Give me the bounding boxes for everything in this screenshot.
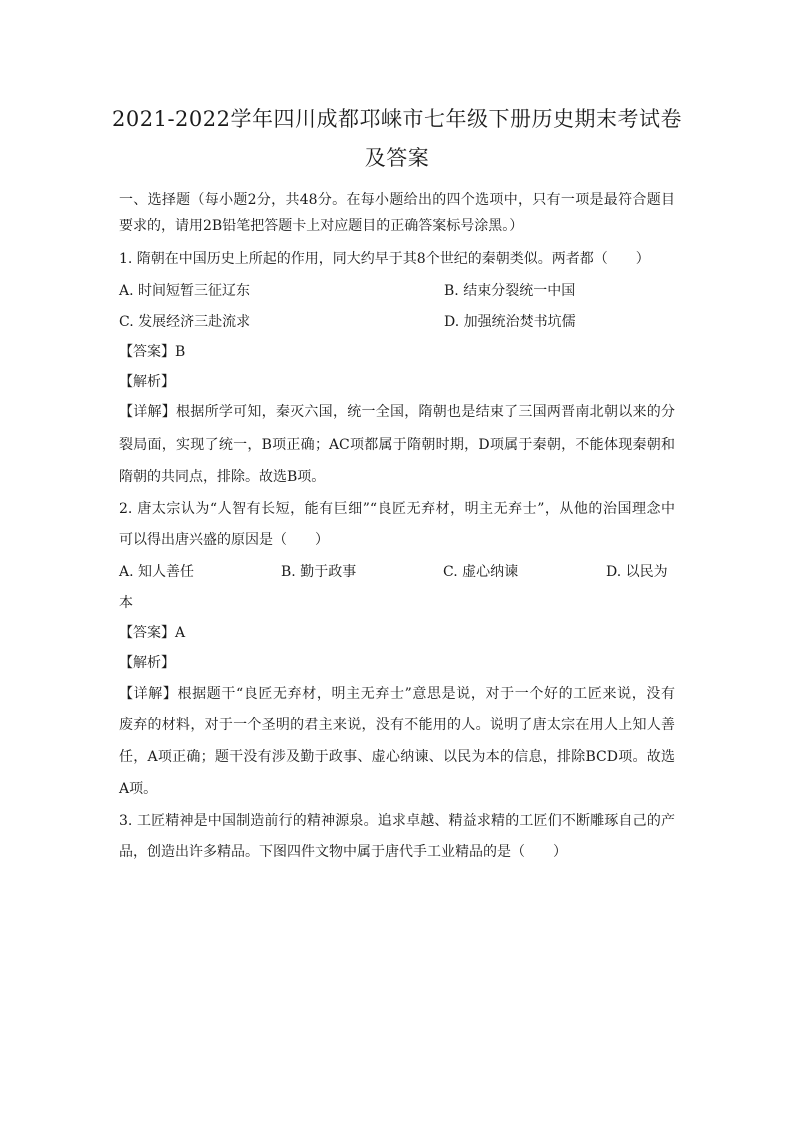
section-instructions-line1: 一、选择题（每小题2分，共48分。在每小题给出的四个选项中，只有一项是最符合题目 [119, 192, 675, 208]
doc-title-line2: 及答案 [364, 146, 430, 170]
q1-detail-line3: 隋朝的共同点，排除。故选B项。 [119, 469, 326, 485]
q2-option-c: C. 虚心纳谏 [443, 564, 519, 580]
q1-option-a: A. 时间短暂三征辽东 [119, 283, 251, 299]
q2-stem-line1: 2. 唐太宗认为“人智有长短，能有巨细”“良匠无弃材，明主无弃士”，从他的治国理念中 [119, 501, 675, 517]
q1-answer: 【答案】B [119, 344, 186, 360]
q3-stem-line2: 品，创造出许多精品。下图四件文物中属于唐代手工业精品的是（ ） [119, 844, 567, 860]
q1-option-d: D. 加强统治焚书坑儒 [444, 314, 576, 330]
q1-option-b: B. 结束分裂统一中国 [444, 283, 576, 299]
q2-stem-line2: 可以得出唐兴盛的原因是（ ） [119, 532, 329, 548]
q2-detail-line4: A项。 [119, 781, 158, 797]
q2-option-d: D. 以民为 [606, 564, 668, 580]
q2-detail-line2: 废弃的材料，对于一个圣明的君主来说，没有不能用的人。说明了唐太宗在用人上知人善 [119, 717, 675, 733]
q2-option-b: B. 勤于政事 [281, 564, 357, 580]
section-instructions-line2: 要求的，请用2B铅笔把答题卡上对应题目的正确答案标号涂黑。） [119, 218, 524, 234]
q1-stem: 1. 隋朝在中国历史上所起的作用，同大约早于其8个世纪的秦朝类似。两者都（ ） [119, 251, 650, 267]
q2-option-a: A. 知人善任 [119, 564, 195, 580]
q2-answer: 【答案】A [119, 625, 186, 641]
q1-option-c: C. 发展经济三赴流求 [119, 314, 251, 330]
doc-title-line1: 2021-2022学年四川成都邛崃市七年级下册历史期末考试卷 [112, 107, 682, 131]
q3-stem-line1: 3. 工匠精神是中国制造前行的精神源泉。追求卓越、精益求精的工匠们不断雕琢自己的产 [119, 813, 675, 829]
q1-analysis-label: 【解析】 [119, 374, 175, 390]
q2-detail-line3: 任，A项正确；题干没有涉及勤于政事、虚心纳谏、以民为本的信息，排除BCD项。故选 [119, 749, 675, 765]
q1-detail-line1: 【详解】根据所学可知，秦灭六国，统一全国，隋朝也是结束了三国两晋南北朝以来的分 [119, 404, 675, 420]
q2-analysis-label: 【解析】 [119, 655, 175, 671]
q1-detail-line2: 裂局面，实现了统一，B项正确；AC项都属于隋朝时期，D项属于秦朝，不能体现秦朝和 [119, 437, 675, 453]
q2-detail-line1: 【详解】根据题干“良匠无弃材，明主无弃士”意思是说，对于一个好的工匠来说，没有 [119, 686, 675, 702]
q2-option-d-continued: 本 [119, 595, 133, 611]
